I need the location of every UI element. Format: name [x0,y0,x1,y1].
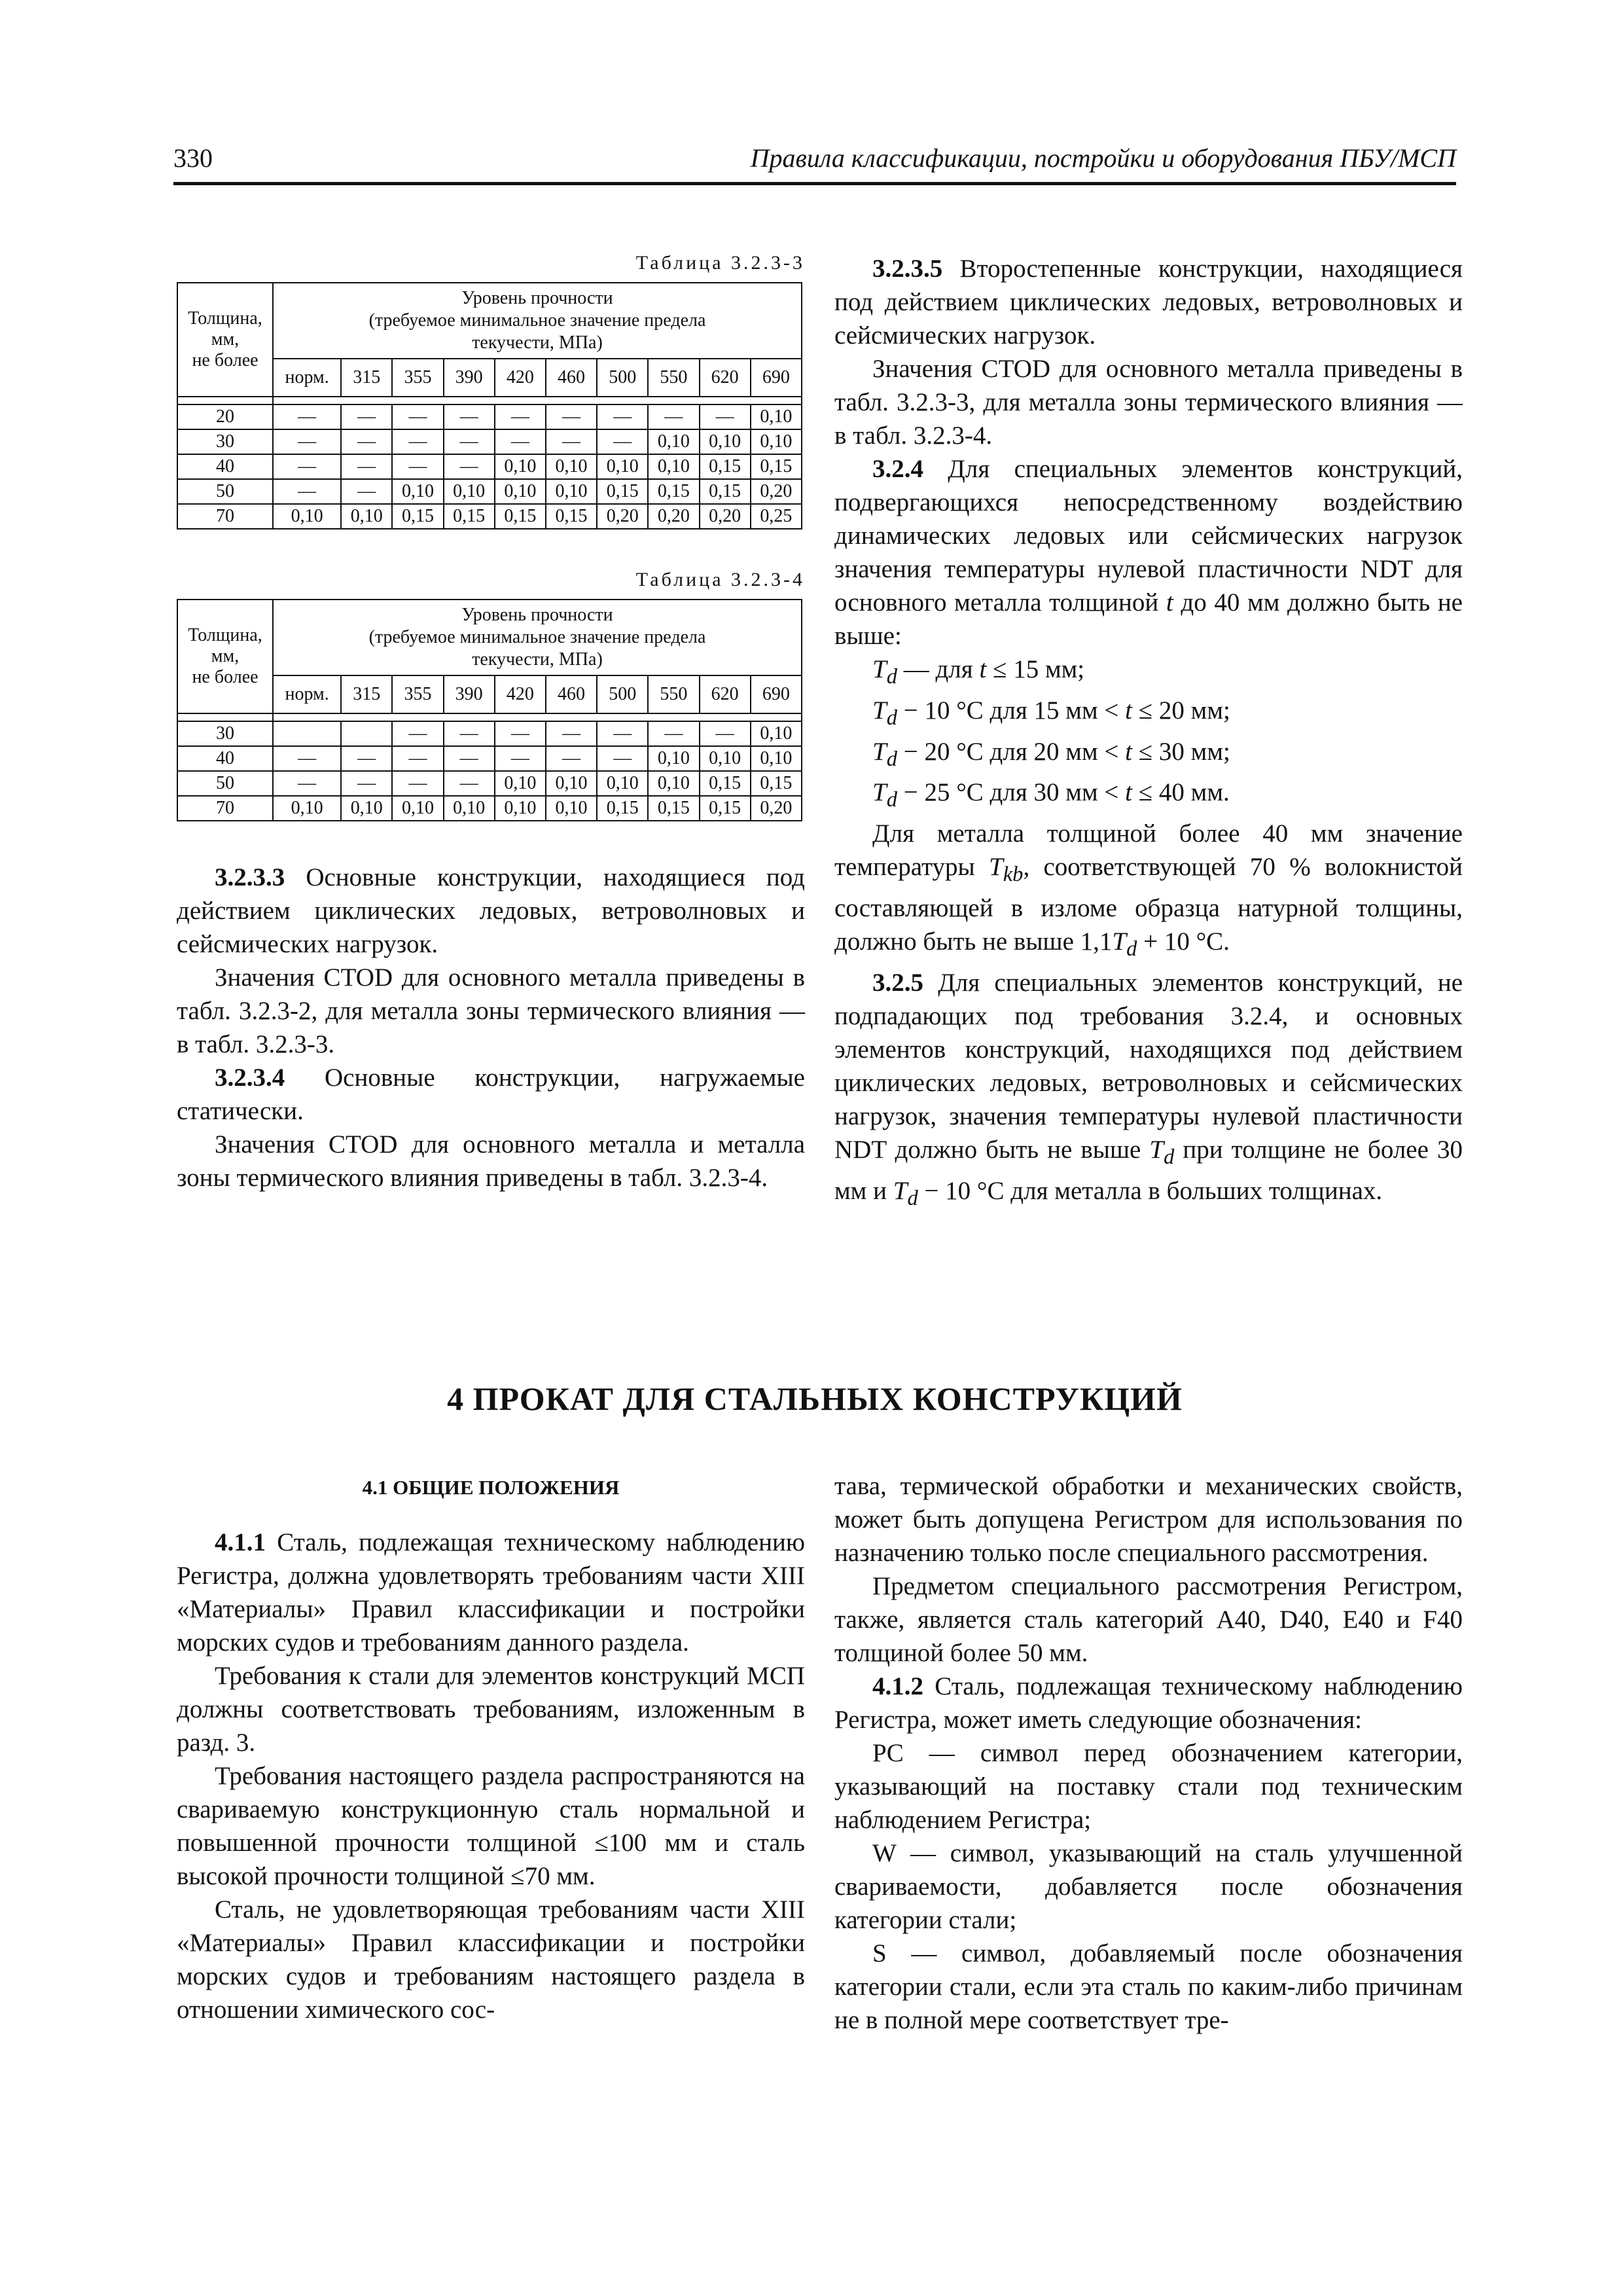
value-cell: 0,10 [597,771,648,796]
grade-cell: 500 [597,359,648,397]
spacer-row [177,713,802,721]
grade-cell: 690 [751,675,802,713]
paragraph [177,1061,805,1128]
paragraph-text: Требования настоящего раздела распространяются на свариваемую конструкционную сталь нормальной и повышенной прочности толщиной ≤100 мм и сталь высокой прочности толщиной ≤70 мм. [177,1762,805,1890]
formula-variable: t [979,655,987,683]
paragraph-text: Предметом специального рассмотрения Регистром, также, является сталь категорий А40, D40, E40 и F40 толщиной более 50 мм. [834,1572,1463,1667]
formula-subscript [887,747,897,770]
formula-subscript [887,665,897,689]
paragraph [834,1937,1463,2037]
thickness-header [177,283,273,397]
value-cell: 0,10 [546,796,597,821]
right-column-top [834,252,1463,1215]
value-cell: — [341,404,392,429]
grade-cell: 390 [444,359,495,397]
grade-cell: 620 [700,675,751,713]
table-header-row [177,283,802,359]
table-caption: Таблица 3.2.3-4 [635,569,805,590]
grade-cell: 420 [495,675,546,713]
value-cell: — [546,429,597,454]
value-cell: — [444,746,495,771]
clause-number: 3.2.3.4 [215,1064,285,1092]
value-cell: 0,15 [700,479,751,504]
value-cell [273,721,341,746]
thickness-cell: 50 [177,771,273,796]
thickness-header [177,600,273,713]
grade-cell: 355 [392,359,443,397]
subsection-title: 4.1 ОБЩИЕ ПОЛОЖЕНИЯ [362,1476,620,1499]
table-row [177,721,802,746]
value-cell: 0,10 [700,429,751,454]
strength-table [177,282,802,529]
value-cell: 0,10 [700,746,751,771]
running-title: Правила классификации, постройки и оборудования ПБУ/МСП [750,143,1456,173]
value-cell: — [495,746,546,771]
value-cell: 0,10 [648,771,699,796]
value-cell: — [444,404,495,429]
value-cell: 0,10 [495,479,546,504]
value-cell: — [546,404,597,429]
grade-cell: норм. [273,359,341,397]
table-row [177,771,802,796]
table-row [177,746,802,771]
value-cell: 0,10 [648,746,699,771]
value-cell: — [495,404,546,429]
value-cell: — [341,479,392,504]
header-line: не более [192,667,259,687]
formula-subscript [887,706,897,730]
header-line: мм, [211,329,240,350]
value-cell: 0,10 [751,721,802,746]
value-cell: — [444,721,495,746]
value-cell [341,721,392,746]
formula-text: — для [897,655,980,683]
table-row [177,796,802,821]
value-cell: 0,15 [444,504,495,529]
grade-cell: 690 [751,359,802,397]
grade-cell: 390 [444,675,495,713]
value-cell: — [392,771,443,796]
paragraph [177,861,805,961]
page-number: 330 [173,143,213,173]
value-cell: — [444,429,495,454]
header-line: (требуемое минимальное значение предела [368,310,706,331]
value-cell: 0,10 [597,454,648,479]
spacer-cell [177,397,273,404]
paragraph [834,1570,1463,1670]
header-line: Уровень прочности [461,605,613,625]
ndt-formula [834,653,1463,694]
grade-cell: 620 [700,359,751,397]
thickness-cell: 50 [177,479,273,504]
thickness-cell: 70 [177,796,273,821]
value-cell: — [273,479,341,504]
value-cell: — [341,429,392,454]
spacer-cell [273,713,802,721]
formula-variable: t [1125,737,1132,766]
grade-cell: 315 [341,359,392,397]
value-cell: 0,10 [751,746,802,771]
value-cell: 0,25 [751,504,802,529]
value-cell: — [495,721,546,746]
value-cell: — [273,429,341,454]
value-cell: — [546,746,597,771]
grade-cell: 420 [495,359,546,397]
paragraph [834,1469,1463,1570]
formula-subscript-text: d [886,747,897,771]
formula-text: − 20 °C для 20 мм < [897,737,1126,766]
clause-number: 3.2.3.3 [215,863,285,891]
value-cell: — [273,454,341,479]
grade-cell: 460 [546,675,597,713]
strength-table [177,599,802,821]
header-line: Уровень прочности [461,288,613,308]
value-cell: 0,20 [700,504,751,529]
value-cell: 0,10 [495,796,546,821]
grade-cell: норм. [273,675,341,713]
value-cell: 0,20 [751,479,802,504]
value-cell: 0,10 [273,504,341,529]
value-cell: — [273,746,341,771]
formula-text: − 25 °C для 30 мм < [897,778,1126,807]
formula-text: ≤ 30 мм; [1132,737,1230,766]
value-cell: — [392,429,443,454]
value-cell: 0,10 [751,404,802,429]
header-line: (требуемое минимальное значение предела [368,627,706,647]
value-cell: 0,10 [392,796,443,821]
header-line: не более [192,350,259,370]
value-cell: 0,10 [273,796,341,821]
spacer-cell [177,713,273,721]
value-cell: 0,10 [546,454,597,479]
value-cell: 0,10 [495,454,546,479]
paragraph-ctod-3-2-3-5: Значения CTOD для основного металла приведены в табл. 3.2.3-3, для металла зоны термического влияния — в табл. 3.2.3-4. [834,355,1463,450]
value-cell: — [597,746,648,771]
paragraph-3-2-5: 3.2.5 Для специальных элементов конструкций, не подпадающих под требования 3.2.4, и основных элементов конструкций, находящихся под действием циклических ледовых, ветроволновых и сейсмических нагрузок, значения температуры нулевой пластичности NDT должно быть не выше $T_d$ при толщине не более 30 мм и $T_d - 10$ °C для металла в больших толщинах. [834,968,1463,1210]
value-cell: 0,20 [597,504,648,529]
ndt-formula [834,735,1463,776]
value-cell: 0,10 [444,479,495,504]
formula-subscript [887,788,897,812]
value-cell: — [597,429,648,454]
paragraph [177,1659,805,1759]
grade-cell: 500 [597,675,648,713]
right-column-bottom [834,1469,1463,2037]
value-cell: — [546,721,597,746]
header-line: Толщина, [188,625,262,645]
ndt-formula [834,694,1463,735]
paragraph [834,1837,1463,1937]
value-cell: 0,10 [392,479,443,504]
paragraph-text: Значения CTOD для основного металла приведены в табл. 3.2.3-2, для металла зоны термического влияния — в табл. 3.2.3-3. [177,963,805,1058]
value-cell: 0,15 [597,479,648,504]
clause-number: 4.1.1 [215,1528,266,1556]
tables-container [177,252,805,821]
value-cell: — [341,746,392,771]
paragraph-text: S — символ, добавляемый после обозначения категории стали, если эта сталь по каким-либо причинам не в полной мере соответствует тре- [834,1939,1463,2034]
value-cell: 0,15 [495,504,546,529]
paragraph-text: Основные конструкции, находящиеся под действием циклических ледовых, ветроволновых и сейсмических нагрузок. [177,863,805,958]
left-column-top [177,252,805,1194]
formula-text: − 10 °C для 15 мм < [897,696,1126,725]
formula-variable: t [1125,696,1132,725]
paragraph [177,1893,805,2026]
header-line: Толщина, [188,308,262,329]
paragraph-text: PC — символ перед обозначением категории, указывающий на поставку стали под техническим наблюдением Регистра; [834,1739,1463,1834]
value-cell: — [444,771,495,796]
formula-symbol: T [872,696,887,725]
value-cell: 0,10 [546,771,597,796]
table-row [177,454,802,479]
value-cell: — [341,454,392,479]
formula-symbol: T [872,737,887,766]
value-cell: — [392,746,443,771]
value-cell: — [392,454,443,479]
value-cell: — [273,771,341,796]
value-cell: — [648,721,699,746]
value-cell: 0,15 [700,771,751,796]
value-cell: 0,15 [392,504,443,529]
thickness-cell: 70 [177,504,273,529]
thickness-cell: 30 [177,721,273,746]
paragraph-text: Основные конструкции, нагружаемые статически. [177,1064,805,1125]
value-cell: 0,10 [444,796,495,821]
grade-cell: 315 [341,675,392,713]
value-cell: — [392,404,443,429]
table-row [177,429,802,454]
grade-cell: 355 [392,675,443,713]
value-cell: — [392,721,443,746]
paragraph [177,1759,805,1893]
formula-text: ≤ 15 мм; [986,655,1085,683]
left-paragraphs [177,861,805,1194]
spacer-cell [273,397,802,404]
left-column-bottom [177,1476,805,2026]
thickness-cell: 40 [177,454,273,479]
paragraph-text: Значения CTOD для основного металла и металла зоны термического влияния приведены в табл. 3.2.3-4. [177,1130,805,1192]
paragraph-3-2-4: 3.2.4 Для специальных элементов конструкций, подвергающихся непосредственному воздействию динамических ледовых или сейсмических нагрузок значения температуры нулевой пластичности NDT для основного металла толщиной t до 40 мм должно быть не выше: [834,455,1463,650]
value-cell: 0,15 [648,479,699,504]
value-cell: 0,10 [648,429,699,454]
paragraph-text: Сталь, подлежащая техническому наблюдению Регистра, должна удовлетворять требованиям части XIII «Материалы» Правил классификации и постройки морских судов и требованиям данного раздела. [177,1528,805,1657]
value-cell: — [495,429,546,454]
value-cell: 0,15 [751,771,802,796]
paragraph-text: тава, термической обработки и механических свойств, может быть допущена Регистром для использования по назначению только после специального рассмотрения. [834,1472,1463,1567]
table-header-row [177,600,802,675]
value-cell: 0,15 [700,454,751,479]
value-cell: 0,10 [546,479,597,504]
section-title: 4 ПРОКАТ ДЛЯ СТАЛЬНЫХ КОНСТРУКЦИЙ [447,1380,1183,1417]
right-bottom-paragraphs [834,1469,1463,2037]
paragraph-text: W — символ, указывающий на сталь улучшенной свариваемости, добавляется после обозначения категории стали; [834,1839,1463,1934]
formula-text: ≤ 40 мм. [1132,778,1230,807]
paragraph [177,1526,805,1659]
grade-cell: 550 [648,675,699,713]
value-cell: 0,10 [648,454,699,479]
paragraph-text: Сталь, подлежащая техническому наблюдению Регистра, может иметь следующие обозначения: [834,1672,1463,1734]
formula-subscript-text: d [886,788,897,812]
value-cell: — [273,404,341,429]
value-cell: 0,10 [341,504,392,529]
value-cell: 0,15 [648,796,699,821]
paragraph [834,1736,1463,1837]
value-cell: 0,15 [751,454,802,479]
paragraph-3-2-3-5: 3.2.3.5 Второстепенные конструкции, находящиеся под действием циклических ледовых, ветроволновых и сейсмических нагрузок. [834,255,1463,350]
value-cell: — [597,404,648,429]
paragraph [177,961,805,1061]
spacer-row [177,397,802,404]
header-line: мм, [211,646,240,666]
page-header [173,143,1456,185]
formula-symbol: T [872,655,887,683]
thickness-cell: 30 [177,429,273,454]
value-cell: — [341,771,392,796]
header-line: текучести, МПа) [472,649,603,670]
formula-subscript-text: d [886,706,897,730]
value-cell: 0,15 [546,504,597,529]
header-line: текучести, МПа) [472,332,603,353]
strength-level-header [273,283,802,359]
value-cell: — [648,404,699,429]
value-cell: — [700,404,751,429]
value-cell: 0,20 [751,796,802,821]
value-cell: 0,10 [495,771,546,796]
paragraph-text: Требования к стали для элементов конструкций МСП должны соответствовать требованиям, изложенным в разд. 3. [177,1662,805,1757]
thickness-cell: 20 [177,404,273,429]
table-row [177,404,802,429]
value-cell: — [597,721,648,746]
value-cell: 0,10 [751,429,802,454]
value-cell: 0,15 [700,796,751,821]
strength-level-header [273,600,802,675]
value-cell: 0,15 [597,796,648,821]
formula-variable: t [1125,778,1132,807]
formula-symbol: T [872,778,887,807]
ndt-formula [834,776,1463,817]
left-bottom-paragraphs [177,1526,805,2026]
table-row [177,504,802,529]
value-cell: — [700,721,751,746]
thickness-cell: 40 [177,746,273,771]
table-row [177,479,802,504]
value-cell: 0,10 [341,796,392,821]
paragraph-text: Сталь, не удовлетворяющая требованиям части XIII «Материалы» Правил классификации и постройки морских судов и требованиям настоящего раздела в отношении химического сос- [177,1895,805,2024]
grade-cell: 550 [648,359,699,397]
value-cell: — [444,454,495,479]
formula-subscript-text: d [886,664,897,689]
paragraph [177,1128,805,1194]
formula-text: ≤ 20 мм; [1132,696,1230,725]
grade-cell: 460 [546,359,597,397]
value-cell: 0,20 [648,504,699,529]
table-caption: Таблица 3.2.3-3 [635,252,805,274]
paragraph [834,1670,1463,1736]
clause-number: 4.1.2 [872,1672,923,1700]
ndt-formulas [834,653,1463,817]
paragraph-tkb: Для металла толщиной более 40 мм значение температуры $T_{kb}$, соответствующей 70 % волокнистой составляющей в изломе образца натурной толщины, должно быть не выше $1,1T_d + 10$ °C. [834,819,1463,961]
